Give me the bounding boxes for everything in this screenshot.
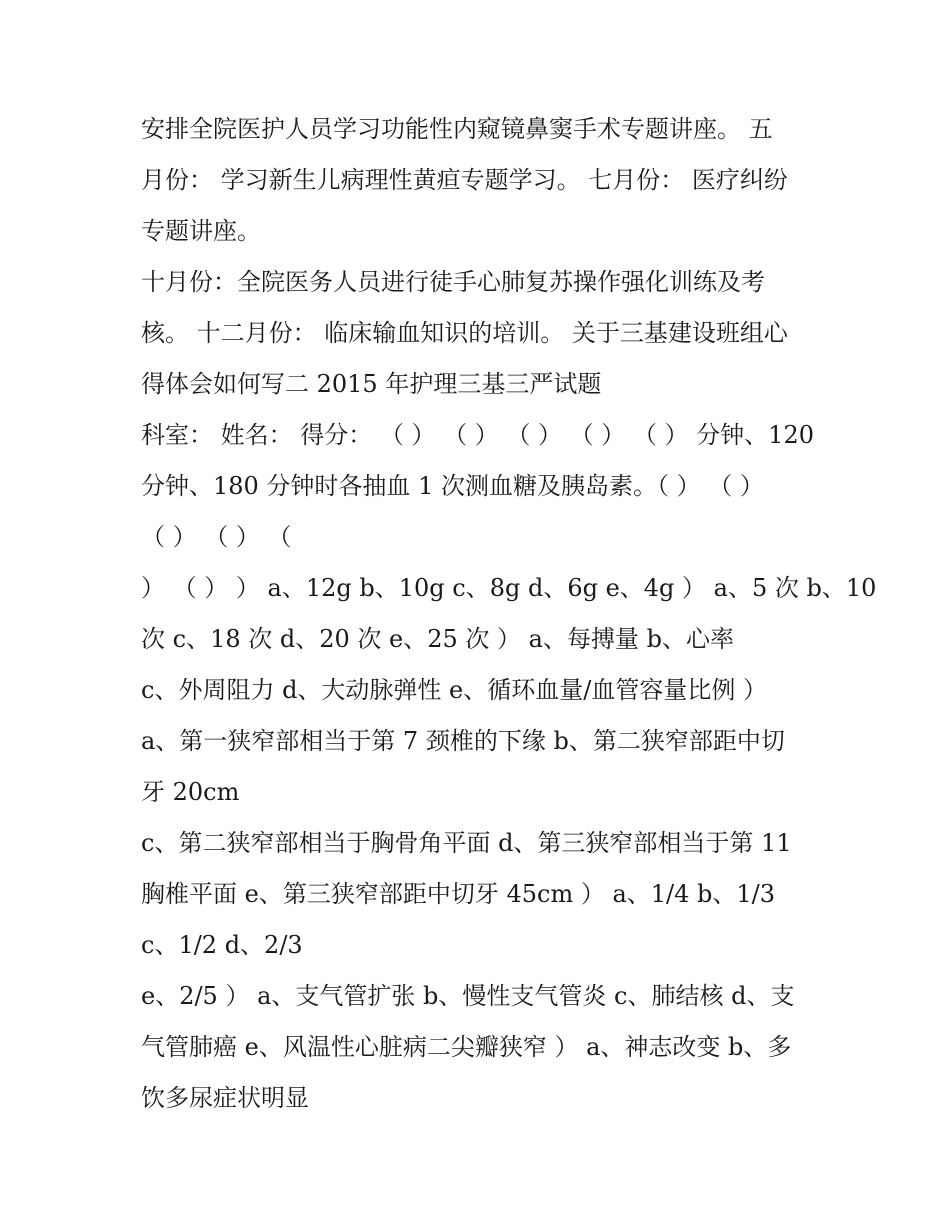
text-line: c、1/2 d、2/3 [141,931,303,959]
text-line: 胸椎平面 e、第三狭窄部距中切牙 45cm ） a、1/4 b、1/3 [141,880,776,908]
text-line: 牙 20cm [141,778,240,806]
text-line: 次 c、18 次 d、20 次 e、25 次 ） a、每搏量 b、心率 [141,625,734,653]
document-body [141,104,877,1124]
text-line: 安排全院医护人员学习功能性内窥镜鼻窦手术专题讲座。 五 [141,115,773,143]
text-line: 十月份：全院医务人员进行徒手心肺复苏操作强化训练及考 [141,268,765,296]
text-line: a、第一狭窄部相当于第 7 颈椎的下缘 b、第二狭窄部距中切 [141,727,785,755]
text-line: c、第二狭窄部相当于胸骨角平面 d、第三狭窄部相当于第 11 [141,829,792,857]
text-line: 分钟、180 分钟时各抽血 1 次测血糖及胰岛素。（ ） （ ） [141,472,764,500]
text-line: 气管肺癌 e、风温性心脏病二尖瓣狭窄 ） a、神志改变 b、多 [141,1033,792,1061]
text-line: ） （ ） ） a、12g b、10g c、8g d、6g e、4g ） a、5 次 b、10 [141,574,877,602]
text-line: 得体会如何写二 2015 年护理三基三严试题 [141,370,602,398]
text-line: 月份： 学习新生儿病理性黄疸专题学习。 七月份： 医疗纠纷 [141,166,788,194]
text-line: 核。 十二月份： 临床输血知识的培训。 关于三基建设班组心 [141,319,788,347]
text-line: 科室： 姓名： 得分： （ ） （ ） （ ） （ ） （ ） 分钟、120 [141,421,814,449]
text-line: 专题讲座。 [141,217,261,245]
text-line: 饮多尿症状明显 [141,1084,309,1112]
text-line: （ ） （ ） （ [141,523,292,551]
text-line: e、2/5 ） a、支气管扩张 b、慢性支气管炎 c、肺结核 d、支 [141,982,795,1010]
text-line: c、外周阻力 d、大动脉弹性 e、循环血量/血管容量比例 ） [141,676,767,704]
